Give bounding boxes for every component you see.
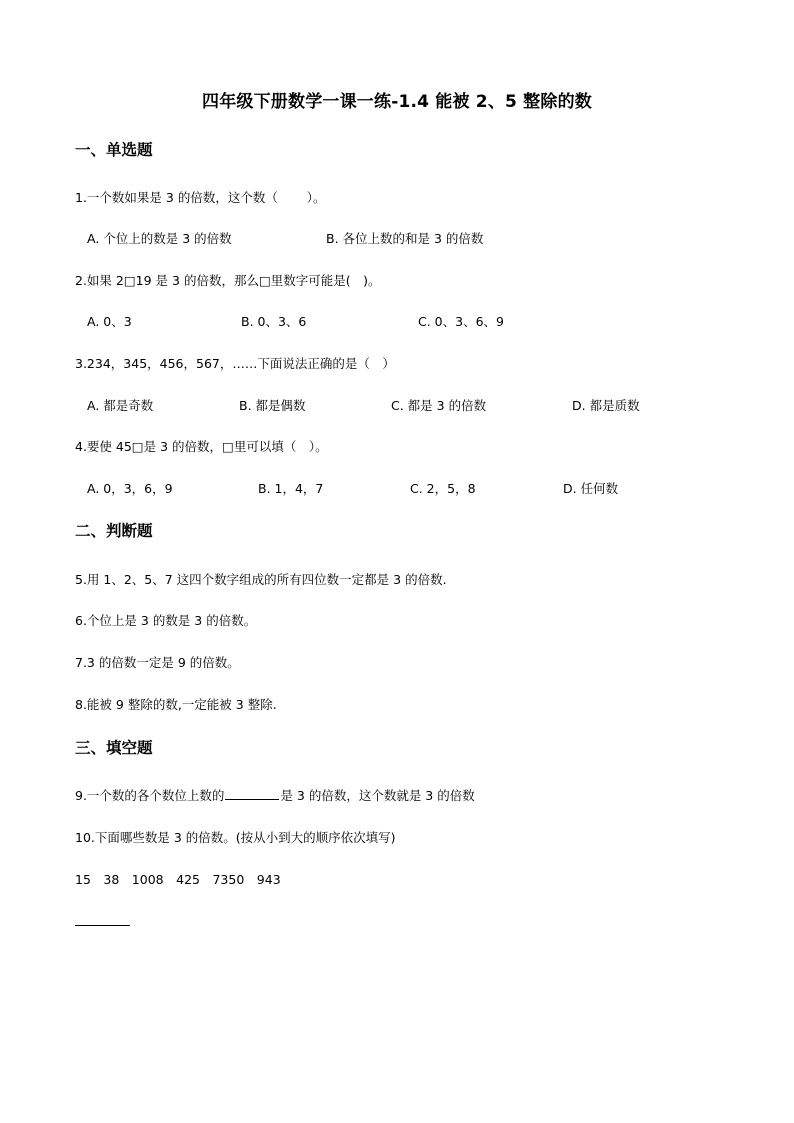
question-5: 5.用 1、2、5、7 这四个数字组成的所有四位数一定都是 3 的倍数. xyxy=(75,572,447,587)
question-9-text-after: 是 3 的倍数，这个数就是 3 的倍数 xyxy=(280,788,475,803)
section-heading-single-choice: 一、单选题 xyxy=(75,141,153,159)
question-2-options xyxy=(87,312,727,330)
question-10-answer-blank[interactable] xyxy=(75,925,130,926)
page-title: 四年级下册数学一课一练-1.4 能被 2、5 整除的数 xyxy=(202,92,592,112)
question-7: 7.3 的倍数一定是 9 的倍数。 xyxy=(75,655,240,670)
section-heading-fill-blank: 三、填空题 xyxy=(75,739,153,757)
question-4: 4.要使 45□是 3 的倍数，□里可以填（ ）。 xyxy=(75,439,328,454)
option-a: A. 0、3 xyxy=(87,314,132,329)
question-3-options xyxy=(87,396,727,414)
option-d: D. 都是质数 xyxy=(572,398,640,413)
question-1-options xyxy=(87,229,727,247)
option-c: C. 都是 3 的倍数 xyxy=(391,398,487,413)
option-b: B. 1，4，7 xyxy=(258,481,324,496)
option-d: D. 任何数 xyxy=(563,481,619,496)
option-a: A. 0，3，6，9 xyxy=(87,481,173,496)
option-b: B. 都是偶数 xyxy=(239,398,306,413)
section-heading-true-false: 二、判断题 xyxy=(75,522,153,540)
question-9-answer-blank[interactable] xyxy=(225,786,279,800)
option-c: C. 0、3、6、9 xyxy=(418,314,504,329)
question-10-numbers: 15 38 1008 425 7350 943 xyxy=(75,872,281,887)
question-1: 1.一个数如果是 3 的倍数，这个数（ ）。 xyxy=(75,190,326,205)
question-9 xyxy=(75,786,475,804)
option-a: A. 个位上的数是 3 的倍数 xyxy=(87,231,232,246)
question-10: 10.下面哪些数是 3 的倍数。(按从小到大的顺序依次填写) xyxy=(75,830,396,845)
question-4-options xyxy=(87,479,727,497)
option-c: C. 2，5，8 xyxy=(410,481,476,496)
option-a: A. 都是奇数 xyxy=(87,398,154,413)
question-3: 3.234，345，456，567，……下面说法正确的是（ ） xyxy=(75,356,395,371)
question-6: 6.个位上是 3 的数是 3 的倍数。 xyxy=(75,613,257,628)
question-2: 2.如果 2□19 是 3 的倍数，那么□里数字可能是( )。 xyxy=(75,273,381,288)
question-8: 8.能被 9 整除的数,一定能被 3 整除. xyxy=(75,697,277,712)
question-9-text-before: 9.一个数的各个数位上数的 xyxy=(75,788,225,803)
option-b: B. 各位上数的和是 3 的倍数 xyxy=(326,231,484,246)
option-b: B. 0、3、6 xyxy=(241,314,307,329)
